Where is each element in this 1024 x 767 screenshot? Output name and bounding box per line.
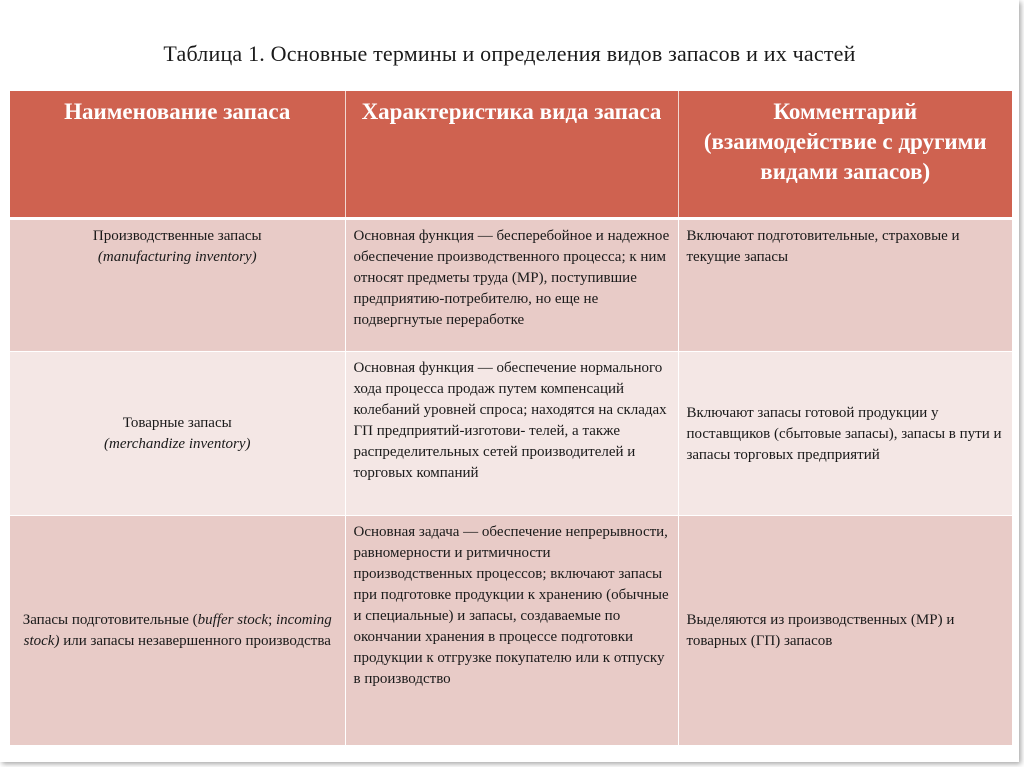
inventory-name-en: (manufacturing inventory) [97, 248, 257, 265]
inventory-name-en: buffer stock [197, 612, 269, 628]
comment-cell: Выделяются из производственных (МР) и товарных (ГП) запасов [678, 515, 1012, 745]
inventory-name: Товарные запасы [122, 415, 232, 431]
inventory-name-part: Запасы подготовительные ( [22, 612, 198, 628]
table-row [10, 218, 1012, 351]
inventory-name: Производственные запасы [92, 227, 262, 244]
characteristic-cell: Основная функция — бесперебойное и надежное обеспечение производственного процесса; к ним относят предметы труда (МР), поступившие предприятию-потребителю, но еще не подвергнутые переработке [345, 218, 678, 351]
inventory-name-cell [10, 218, 345, 351]
table-row [10, 351, 1012, 515]
characteristic-cell: Основная задача — обеспечение непрерывности, равномерности и ритмичности производственных процессов; включают запасы при подготовке продукции к хранению (обычные и специальные) и запасы, создаваемые по окончании хранения в процессе подготовки продукции к отгрузке покупателю или к отпуску в производство [345, 515, 678, 745]
header-comment: Комментарий (взаимодействие с другими видами запасов) [678, 91, 1012, 218]
table-row [10, 515, 1012, 745]
inventory-name-part: ; [268, 612, 276, 628]
inventory-name-cell [10, 351, 345, 515]
inventory-name-cell [10, 515, 345, 745]
table-header-row [10, 91, 1012, 218]
header-characteristic: Характеристика вида запаса [345, 91, 678, 218]
inventory-name-part: или запасы незавершенного производства [59, 633, 331, 649]
inventory-name-en: incoming stock) [23, 612, 332, 649]
inventory-name-en: (merchandize inventory) [104, 436, 251, 452]
slide-title: Таблица 1. Основные термины и определения видов запасов и их частей [163, 41, 856, 66]
header-name: Наименование запаса [10, 91, 345, 218]
comment-cell: Включают запасы готовой продукции у поставщиков (сбытовые запасы), запасы в пути и запасы торговых предприятий [678, 351, 1012, 515]
characteristic-cell: Основная функция — обеспечение нормального хода процесса продаж путем компенсаций колебаний уровней спроса; находятся на складах ГП предприятий-изготови- телей, а также распределительных сетей производителей и торговых компаний [345, 351, 678, 515]
terms-table [10, 91, 1012, 746]
comment-cell: Включают подготовительные, страховые и текущие запасы [678, 218, 1012, 351]
